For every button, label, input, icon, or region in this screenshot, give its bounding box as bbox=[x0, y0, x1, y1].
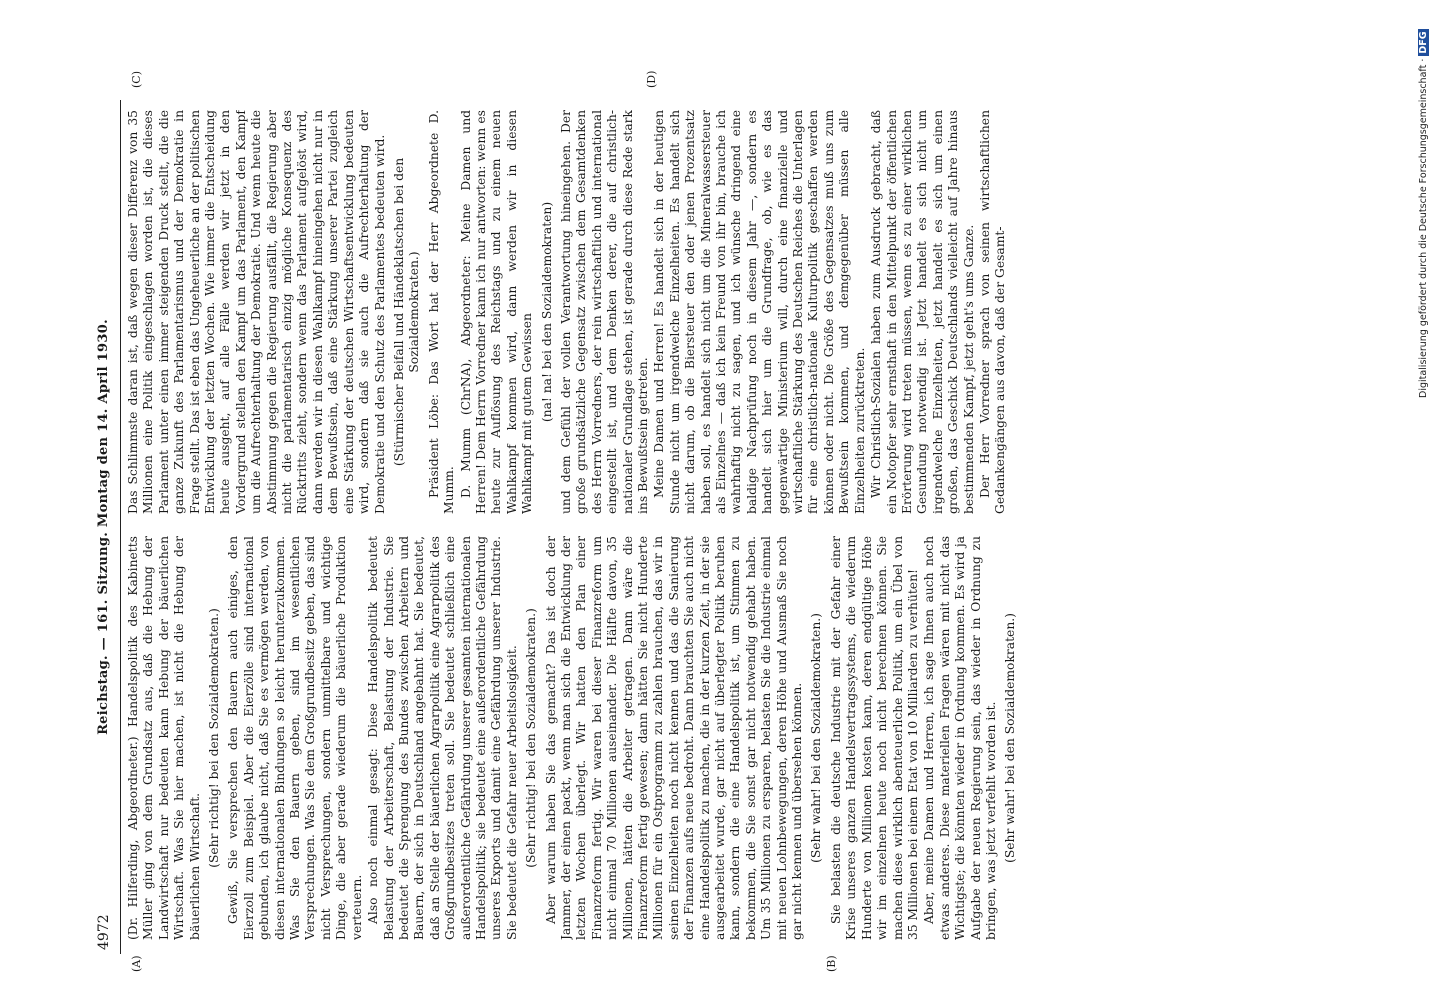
interjection: (na! na! bei den Sozialdemokraten) bbox=[539, 201, 554, 423]
credit-text: Digitalisierung gefördert durch die Deutsche Forschungsgemeinschaft · bbox=[1418, 55, 1429, 398]
margin-marker-b: (B) bbox=[825, 955, 838, 972]
interjection: (Sehr wahr! bei den Sozialdemokraten.) bbox=[809, 613, 824, 863]
margin-marker-a: (A) bbox=[130, 955, 143, 972]
speaker-paragraph: Präsident Löbe: Das Wort hat der Herr Abgeordnete D. Mumm. bbox=[426, 110, 457, 514]
margin-marker-d: (D) bbox=[645, 70, 658, 88]
document-page bbox=[90, 70, 1315, 972]
paragraph: Wir Christlich-Sozialen haben zum Ausdruck gebracht, daß ein Notopfer sehr ernsthaft in den Mittelpunkt der öffentlichen Erörterung wird treten müssen, wenn es zu einer wirklichen Gesundung notwendig ist. Jetzt handelt es sich nicht um irgendwelche Einzelheiten, jetzt handelt es sich um einen großen, das Geschick Deutschlands vielleicht auf Jahre hinaus bestimmenden Kampf, jetzt geht's ums Ganze. bbox=[869, 110, 976, 514]
paragraph: Der Herr Vorredner sprach von seinen wirtschaftlichen Gedankengängen aus davon, daß der Gesamt- bbox=[977, 110, 1008, 514]
paragraph: Das Schlimmste daran ist, daß wegen dieser Differenz von 35 Millionen eine Politik eingeschlagen worden ist, die dieses Parlament unter einen immer steigenden Druck stellt, die die ganze Zukunft des Parlamentarismus und der Demokratie in Frage stellt. Das ist eben das Ungeheuerliche an der politischen Entwicklung der letzten Wochen. Wie immer die Entscheidung heute ausgeht, auf alle Fälle werden wir jetzt in den Vordergrund stellen den Kampf um das Parlament, den Kampf um die Aufrechterhaltung der Demokratie. Und wenn heute die Abstimmung gegen die Regierung ausfällt, die Regierung aber nicht die parlamentarisch einzig mögliche Konsequenz des Rücktritts zieht, sondern wenn das Parlament aufgelöst wird, dann werden wir in diesen Wahlkampf hineingehen nicht nur in dem Bewußtsein, daß eine Stärkung unserer Partei zugleich eine Stärkung der deutschen Wirtschaftsentwicklung bedeuten wird, sondern daß sie auch die Aufrechterhaltung der Demokratie und den Schutz des Parlamentes bedeuten wird. bbox=[126, 110, 387, 514]
interjection: (Stürmischer Beifall und Händeklatschen bei den Sozialdemokraten.) bbox=[391, 157, 422, 467]
page-number: 4972 bbox=[96, 914, 112, 950]
digitization-credit bbox=[1418, 8, 1432, 398]
right-column bbox=[126, 110, 1311, 514]
page-header bbox=[90, 100, 121, 954]
interjection: (Sehr wahr! bei den Sozialdemokraten.) bbox=[1003, 613, 1018, 863]
interjection: (Sehr richtig! bei den Sozialdemokraten.) bbox=[524, 608, 539, 868]
interjection: (Sehr richtig! bei den Sozialdemokraten.) bbox=[207, 608, 222, 868]
paragraph: Aber, meine Damen und Herren, ich sage Ihnen auch noch etwas anderes. Diese materiellen Fragen wären mit nicht das Wichtigste; die könnten wieder in Ordnung kommen. Es wird ja Aufgabe der neuen Regierung sein, das wieder in Ordnung zu bringen, was jetzt verfehlt worden ist. bbox=[922, 536, 998, 940]
speaker-paragraph: D. Mumm (ChrNA), Abgeordneter: Meine Damen und Herren! Dem Herrn Vorredner kann ich nur antworten: wenn es heute zur Auflösung des Reichstags und zu einem neuen Wahlkampf kommen wird, dann werden wir in diesen Wahlkampf mit gutem Gewissen bbox=[458, 110, 535, 514]
paragraph: Also noch einmal gesagt: Diese Handelspolitik bedeutet Belastung der Arbeiterschaft, Belastung der Industrie. Sie bedeutet die Sprengung des Bundes zwischen Arbeitern und Bauern, der sich in Deutschland angebahnt hat. Sie bedeutet, daß an Stelle der bäuerlichen Agrarpolitik eine Agrarpolitik des Großgrundbesitzes treten soll. Sie bedeutet schließlich eine außerordentliche Gefährdung unserer gesamten internationalen Handelspolitik; sie bedeutet eine außerordentliche Gefährdung unseres Exports und damit eine Gefährdung unserer Industrie. Sie bedeutet die Gefahr neuer Arbeitslosigkeit. bbox=[366, 536, 519, 940]
paragraph: Aber warum haben Sie das gemacht? Das ist doch der Jammer, der einen packt, wenn man sich die Entwicklung der letzten Wochen überlegt. Wir hatten den Plan einer Finanzreform fertig. Wir waren bei dieser Finanzreform um nicht einmal 70 Millionen auseinander. Die Hälfte davon, 35 Millionen, hätten die Arbeiter getragen. Dann wäre die Finanzreform fertig gewesen; dann hätten Sie nicht Hunderte Millionen für ein Ostprogramm zu zahlen brauchen, das wir in seinen Einzelheiten noch nicht kennen und das die Sanierung der Finanzen aufs neue bedroht. Dann brauchten Sie auch nicht eine Handelspolitik zu machen, die in der kurzen Zeit, in der sie ausgearbeitet wurde, gar nicht auf überlegter Politik beruhen kann, sondern die eine Handelspolitik ist, um Stimmen zu bekommen, die Sie sonst gar nicht notwendig gehabt haben. Um 35 Millionen zu ersparen, belasten Sie die Industrie einmal mit neuen Lohnbewegungen, deren Höhe und Ausmaß Sie noch gar nicht kennen und übersehen können. bbox=[543, 536, 805, 940]
paragraph: Gewiß, Sie versprechen den Bauern auch einiges, den Eierzoll zum Beispiel. Aber die Eierzölle sind international gebunden, ich glaube nicht, daß Sie es vermögen werden, von diesen internationalen Bindungen so leicht herunterzukommen. Was Sie den Bauern geben, sind im wesentlichen Versprechungen. Was Sie dem Großgrundbesitz geben, das sind nicht Versprechungen, sondern unmittelbare und wichtige Dinge, die aber gerade wiederum die bäuerliche Produktion verteuern. bbox=[226, 536, 364, 940]
left-column bbox=[126, 536, 1311, 940]
dfg-logo: DFG bbox=[1418, 31, 1429, 54]
paragraph: Meine Damen und Herren! Es handelt sich in der heutigen Stunde nicht um irgendwelche Einzelheiten. Es handelt sich nicht darum, ob die Biersteuer den oder jenen Prozentsatz haben soll, es handelt sich nicht um die Mineralwassersteuer als Einzelnes — daß ich kein Freund von ihr bin, brauche ich wahrhaftig nicht zu sagen, und ich wünsche dringend eine baldige Nachprüfung noch in diesem Jahr —, sondern es handelt sich hier um die Grundfrage, ob, wie es das gegenwärtige Ministerium will, durch eine finanzielle und wirtschaftliche Stärkung des Deutschen Reiches die Unterlagen für eine christlich-nationale Kulturpolitik geschaffen werden können oder nicht. Die Größe des Gegensatzes muß uns zum Bewußtsein kommen, und demgegenüber müssen alle Einzelheiten zurücktreten. bbox=[652, 110, 867, 514]
paragraph: und dem Gefühl der vollen Verantwortung hineingehen. Der große grundsätzliche Gegensatz zwischen dem Gesamtdenken des Herrn Vorredners, der rein wirtschaftlich und international eingestellt ist, und dem Denken derer, die auf christlich-nationaler Grundlage stehen, ist gerade durch diese Rede stark ins Bewußtsein getreten. bbox=[558, 110, 650, 514]
paragraph: Sie belasten die deutsche Industrie mit der Gefahr einer Krise unseres ganzen Handelsvertragssystems, die wiederum Hunderte von Millionen kosten kann, deren endgültige Höhe wir im einzelnen heute noch nicht berechnen können. Sie machen diese wirklich abenteuerliche Politik, um ein Übel von 35 Millionen bei einem Etat von 10 Milliarden zu verhüten! bbox=[828, 536, 920, 940]
page-title: Reichstag. — 161. Sitzung. Montag den 14. April 1930. bbox=[96, 319, 111, 735]
margin-marker-c: (C) bbox=[130, 71, 143, 88]
paragraph: (Dr. Hilferding, Abgeordneter.) Handelspolitik des Kabinetts Müller ging von dem Grundsatz aus, daß die Hebung der Landwirtschaft nur bedeuten kann Hebung der bäuerlichen Wirtschaft. Was Sie hier machen, ist nicht die Hebung der bäuerlichen Wirtschaft. bbox=[126, 536, 202, 940]
